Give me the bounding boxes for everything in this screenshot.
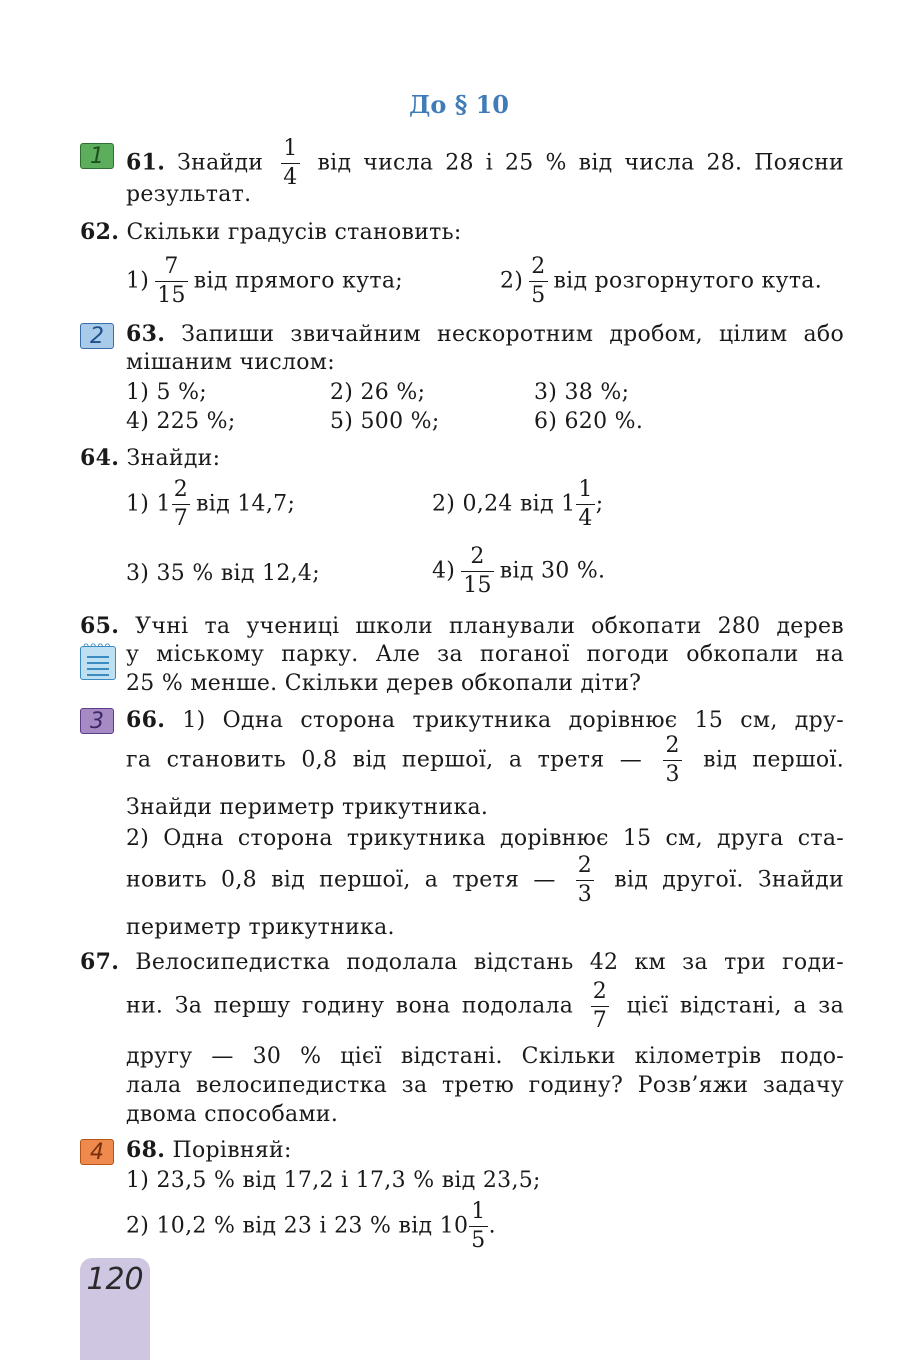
- denominator: 15: [157, 283, 186, 308]
- problem-65-text: Учні та учениці школи планували обкопати 280 дерев: [135, 614, 844, 639]
- problem-65-line-2: у міському парку. Але за поганої погоди обкопали на: [126, 642, 844, 667]
- item-label: 1): [126, 268, 150, 294]
- problem-61-line-2: результат.: [126, 182, 252, 207]
- problem-61-text: Знайди: [177, 150, 264, 176]
- problem-64-item-3: 3) 35 % від 12,4;: [126, 561, 320, 586]
- item-text: від прямого кута;: [193, 268, 403, 294]
- numerator: 7: [155, 256, 188, 282]
- denominator: 7: [173, 506, 189, 531]
- problem-64-text: Знайди:: [126, 446, 221, 471]
- numerator: 2: [172, 479, 190, 505]
- problem-66-line-1: [126, 705, 844, 736]
- problem-66-line-6: периметр трикутника.: [126, 915, 395, 940]
- problem-64-item-1: [126, 479, 295, 530]
- problem-67-line-5: двома способами.: [126, 1102, 339, 1127]
- problem-66-text: від першої.: [703, 747, 844, 773]
- problem-66-text: га становить 0,8 від першої, а третя —: [126, 747, 643, 773]
- denominator: 3: [665, 762, 680, 787]
- fraction-2-3: [576, 855, 594, 906]
- fraction-2-15: [461, 546, 494, 597]
- level-2-badge: 2: [80, 323, 114, 349]
- problem-63-item: 2) 26 %;: [330, 380, 426, 405]
- problem-68-line-1: [126, 1135, 292, 1166]
- problem-67-line-3: другу — 30 % цієї відстані. Скільки кілометрів подо-: [126, 1044, 844, 1069]
- problem-64-item-4: [432, 546, 605, 597]
- problem-66-text: 1) Одна сторона трикутника дорівнює 15 см, дру-: [182, 708, 844, 733]
- fraction-2-5: [529, 256, 547, 307]
- problem-64-number: 64.: [80, 445, 120, 471]
- numerator: 2: [461, 546, 494, 572]
- denominator: 3: [577, 882, 593, 907]
- problem-63-line-1: [126, 319, 844, 350]
- problem-67-text: цієї відстані, а за: [626, 993, 844, 1019]
- problem-61-number: 61.: [126, 149, 166, 176]
- notebook-icon: ᴖᴖᴖᴖ: [80, 646, 116, 680]
- item-text: ;: [595, 491, 604, 517]
- problem-67-line-1: [80, 947, 844, 978]
- fraction-1-4: [281, 138, 299, 189]
- fraction-1-4: [576, 479, 594, 530]
- denominator: 5: [471, 1228, 486, 1253]
- problem-63-number: 63.: [126, 321, 166, 347]
- problem-62-number: 62.: [80, 219, 120, 245]
- numerator: 1: [281, 138, 299, 164]
- problem-62-item-2: [500, 256, 822, 307]
- problem-61-text: від числа 28 і 25 % від числа 28. Поясни: [317, 150, 845, 176]
- problem-64-item-2: [432, 479, 603, 530]
- level-1-badge: 1: [80, 143, 114, 169]
- numerator: 2: [663, 735, 681, 761]
- problem-62-line-1: [80, 217, 462, 248]
- level-3-badge: 3: [80, 708, 114, 734]
- item-label: 2): [500, 268, 524, 294]
- item-text: 2) 0,24 від 1: [432, 491, 576, 517]
- item-text: 2) 10,2 % від 23 і 23 % від 10: [126, 1213, 469, 1239]
- problem-63-item: 6) 620 %.: [534, 409, 644, 434]
- problem-66-text: новить 0,8 від першої, а третя —: [126, 867, 556, 893]
- problem-66-number: 66.: [126, 707, 166, 733]
- problem-64-line-1: [80, 443, 220, 474]
- fraction-2-3: [663, 735, 681, 786]
- problem-66-line-2: [126, 735, 844, 786]
- numerator: 2: [591, 981, 609, 1007]
- numerator: 2: [576, 855, 594, 881]
- numerator: 1: [469, 1201, 487, 1227]
- problem-66-line-3: Знайди периметр трикутника.: [126, 795, 489, 820]
- problem-63-item: 1) 5 %;: [126, 380, 207, 405]
- item-text: 4): [432, 558, 456, 584]
- problem-67-text: Велосипедистка подолала відстань 42 км за три годи-: [135, 950, 845, 975]
- problem-65-line-1: [80, 611, 844, 642]
- denominator: 4: [283, 165, 298, 190]
- problem-68-item-2: [126, 1201, 496, 1252]
- problem-62-item-1: [126, 256, 403, 307]
- problem-68-text: Порівняй:: [172, 1138, 292, 1163]
- problem-67-number: 67.: [80, 949, 120, 975]
- problem-63-item: 5) 500 %;: [330, 409, 440, 434]
- denominator: 4: [578, 506, 593, 531]
- fraction-2-7: [172, 479, 190, 530]
- problem-67-text: ни. За першу годину вона подолала: [126, 993, 574, 1019]
- denominator: 7: [592, 1008, 608, 1033]
- item-text: від 14,7;: [196, 491, 296, 517]
- problem-68-item-1: 1) 23,5 % від 17,2 і 17,3 % від 23,5;: [126, 1168, 541, 1193]
- problem-63-item: 4) 225 %;: [126, 409, 236, 434]
- problem-63-item: 3) 38 %;: [534, 380, 630, 405]
- item-text: 1) 1: [126, 491, 171, 517]
- problem-66-text: від другої. Знайди: [614, 867, 844, 893]
- problem-66-line-5: [126, 855, 844, 906]
- problem-67-line-4: лала велосипедистка за третю годину? Розв’яжи задачу: [126, 1073, 844, 1098]
- numerator: 1: [576, 479, 594, 505]
- problem-65-number: 65.: [80, 613, 120, 639]
- denominator: 15: [463, 573, 492, 598]
- section-heading: До § 10: [408, 90, 509, 119]
- problem-63-text: Запиши звичайним нескоротним дробом, цілим або: [181, 322, 845, 347]
- problem-65-line-3: 25 % менше. Скільки дерев обкопали діти?: [126, 671, 642, 696]
- item-text: .: [488, 1213, 496, 1239]
- item-text: від 30 %.: [499, 558, 606, 584]
- fraction-7-15: [155, 256, 188, 307]
- page-number: 120: [86, 1262, 144, 1297]
- fraction-1-5: [469, 1201, 487, 1252]
- item-text: від розгорнутого кута.: [553, 268, 823, 294]
- fraction-2-7: [591, 981, 609, 1032]
- denominator: 5: [531, 283, 546, 308]
- problem-62-text: Скільки градусів становить:: [126, 220, 462, 245]
- problem-67-line-2: [126, 981, 844, 1032]
- level-4-badge: 4: [80, 1139, 114, 1165]
- problem-63-line-2: мішаним числом:: [126, 350, 335, 375]
- problem-66-line-4: 2) Одна сторона трикутника дорівнює 15 см, друга ста-: [126, 826, 844, 851]
- problem-68-number: 68.: [126, 1137, 166, 1163]
- numerator: 2: [529, 256, 547, 282]
